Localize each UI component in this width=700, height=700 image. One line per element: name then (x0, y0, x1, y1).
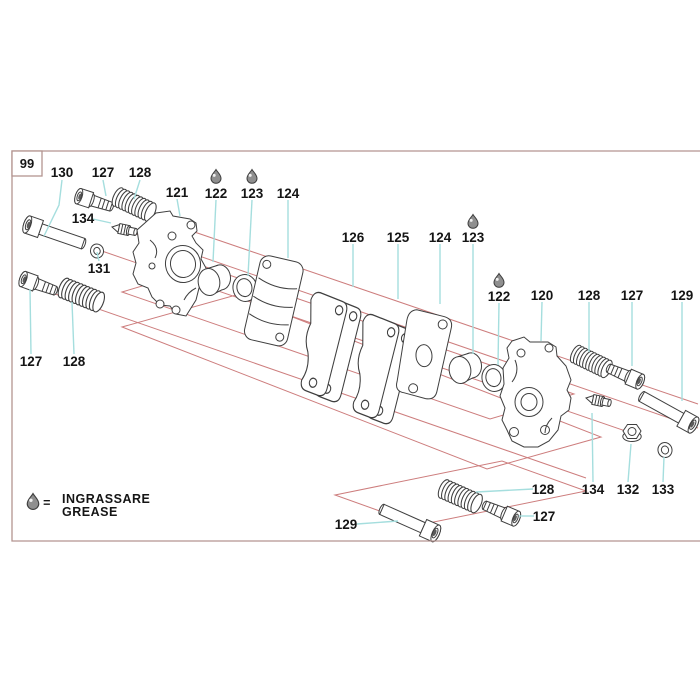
part-label-128-top: 128 (128, 165, 152, 180)
grease-legend (27, 492, 150, 519)
bleed-valve-134-left (111, 222, 138, 237)
part-label-129-bottom: 129 (334, 517, 358, 532)
caliper-half-121 (133, 211, 207, 316)
part-label-127-bottom: 127 (532, 509, 556, 524)
screw-127-right (604, 360, 647, 390)
washer-131 (89, 243, 105, 259)
part-label-133: 133 (651, 482, 675, 497)
part-label-128-right: 128 (577, 288, 601, 303)
screw-127-bottom (480, 497, 523, 527)
part-label-132: 132 (616, 482, 640, 497)
part-label-134-bottom: 134 (581, 482, 605, 497)
part-label-127-right: 127 (620, 288, 644, 303)
part-label-128-botleft: 128 (62, 354, 86, 369)
spring-128-bottom (436, 478, 485, 514)
grease-drop-icon (27, 494, 39, 510)
pad-plate-124-right (394, 308, 453, 401)
part-label-124-right: 124 (428, 230, 452, 245)
grease-drop-icon (494, 274, 504, 288)
spring-128-botleft (56, 277, 107, 314)
part-label-127-botleft: 127 (19, 354, 43, 369)
nut-132 (623, 425, 641, 442)
part-label-121: 121 (165, 185, 189, 200)
grease-drop-icon (211, 170, 221, 184)
part-label-122-right: 122 (487, 289, 511, 304)
part-label-134-left: 134 (71, 211, 95, 226)
part-label-123-right: 123 (461, 230, 485, 245)
caliper-half-120 (500, 337, 571, 447)
washer-133 (656, 441, 673, 459)
part-label-128-bottom: 128 (531, 482, 555, 497)
legend-equals: = (43, 496, 51, 510)
part-label-120: 120 (530, 288, 554, 303)
pad-plate-124-left (243, 254, 305, 348)
part-label-125: 125 (386, 230, 410, 245)
bleed-valve-134-right (585, 393, 612, 408)
screw-127-botleft (17, 270, 60, 299)
part-label-127-top: 127 (91, 165, 115, 180)
part-label-130: 130 (50, 165, 74, 180)
part-label-124-left: 124 (276, 186, 300, 201)
part-label-122-left: 122 (204, 186, 228, 201)
page-ref-number: 99 (19, 156, 35, 171)
part-label-126: 126 (341, 230, 365, 245)
bolt-129-right (636, 388, 700, 435)
grease-drop-icon (468, 215, 478, 229)
part-label-123-left: 123 (240, 186, 264, 201)
spring-128-right (568, 344, 614, 380)
grease-drop-icon (247, 170, 257, 184)
legend-line1: INGRASSARE (62, 492, 151, 506)
part-label-131: 131 (87, 261, 111, 276)
part-label-129-right: 129 (670, 288, 694, 303)
legend-line2: GREASE (62, 505, 118, 519)
